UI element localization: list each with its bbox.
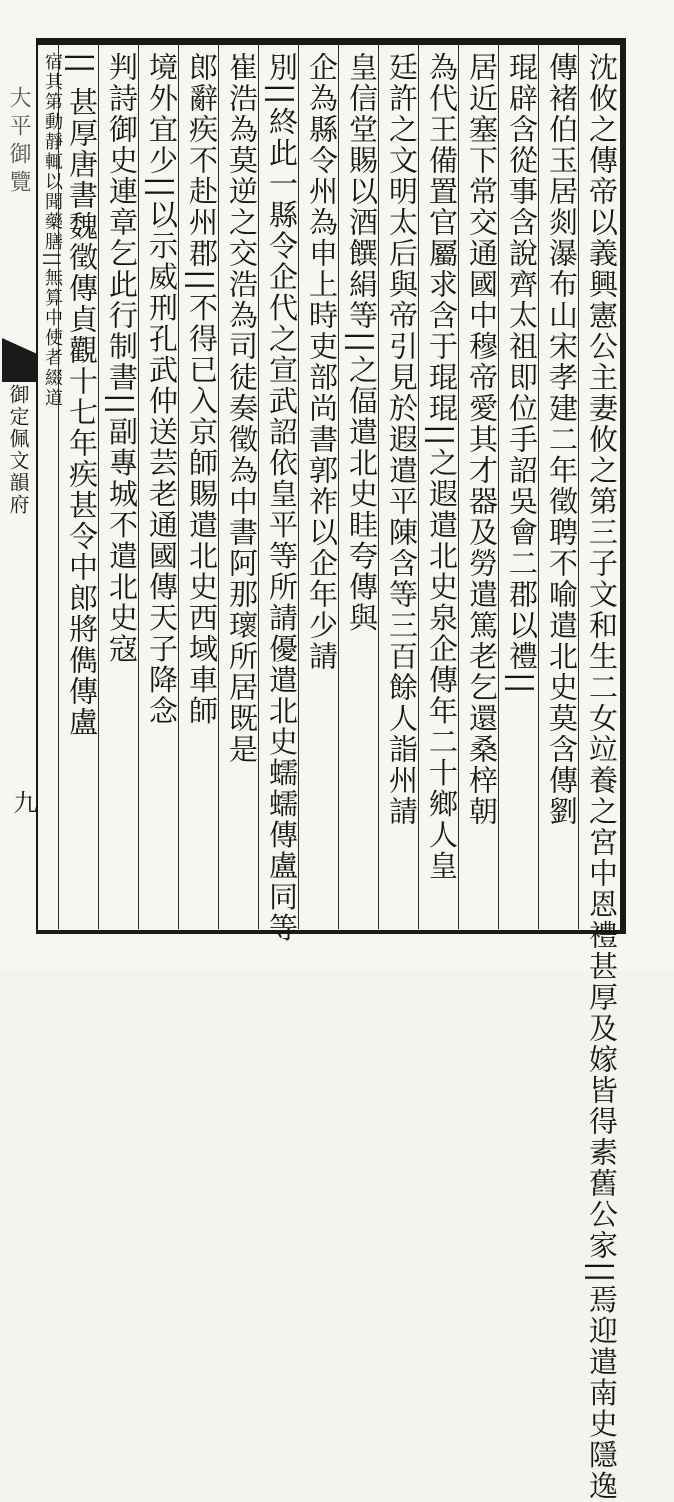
text-column: || 甚厚唐書魏徵傳貞觀十七年疾甚令中郎將儁傳盧 [65, 52, 99, 738]
page-margin [0, 38, 38, 934]
text-column: 沈攸之傳帝以義興憲公主妻攸之第三子文和生二女竝養之宮中恩禮甚厚及嫁皆得素舊公家||焉迎遣南史隱逸 [585, 52, 619, 1502]
margin-top-text: 大平御覽 [6, 86, 31, 198]
page-number: 九 [9, 790, 37, 814]
text-column: 琨辟含從事含說齊太祖即位手詔吳會二郡以禮|| [505, 52, 539, 696]
text-column: 判詩御史連章乞此行制書||副專城不遣北史寇 [105, 52, 139, 665]
text-column: 居近塞下常交通國中穆帝愛其才器及勞遣篤老乞還桑梓朝 [465, 52, 499, 827]
text-column: 皇信堂賜以酒饌絹等||之偪遣北史眭夸傳與 [345, 52, 379, 634]
text-column: 崔浩為莫逆之交浩為司徒奏徵為中書阿那瓌所居既是 [225, 52, 259, 765]
text-column: 境外宜少||以示威刑孔武仲送芸老通國傳天子降念 [145, 52, 179, 727]
text-column: 為代王備置官屬求含于琨琨||之遐遣北史泉企傳年二十鄉人皇 [425, 52, 459, 882]
text-column: 郎辭疾不赴州郡||不得已入京師賜遣北史西域車師 [185, 52, 219, 727]
text-column: 廷許之文明太后與帝引見於遐遣平陳含等三百餘人詣州請 [385, 52, 419, 827]
fishtail-mark [2, 338, 36, 382]
book-title: 御定佩文韻府 [6, 384, 30, 516]
text-column: 傳褚伯玉居剡瀑布山宋孝建二年徵聘不喻遣北史莫含傳劉 [545, 52, 579, 827]
text-column: 宿其第動靜輒以聞藥膳||無算中使者綴道 [42, 52, 63, 409]
text-column: 別||終此一縣令企代之宣武詔依皇平等所請優遣北史蠕蠕傳盧同等 [265, 52, 299, 944]
text-column: 企為縣令州為申上時吏部尚書郭祚以企年少請 [305, 52, 339, 672]
